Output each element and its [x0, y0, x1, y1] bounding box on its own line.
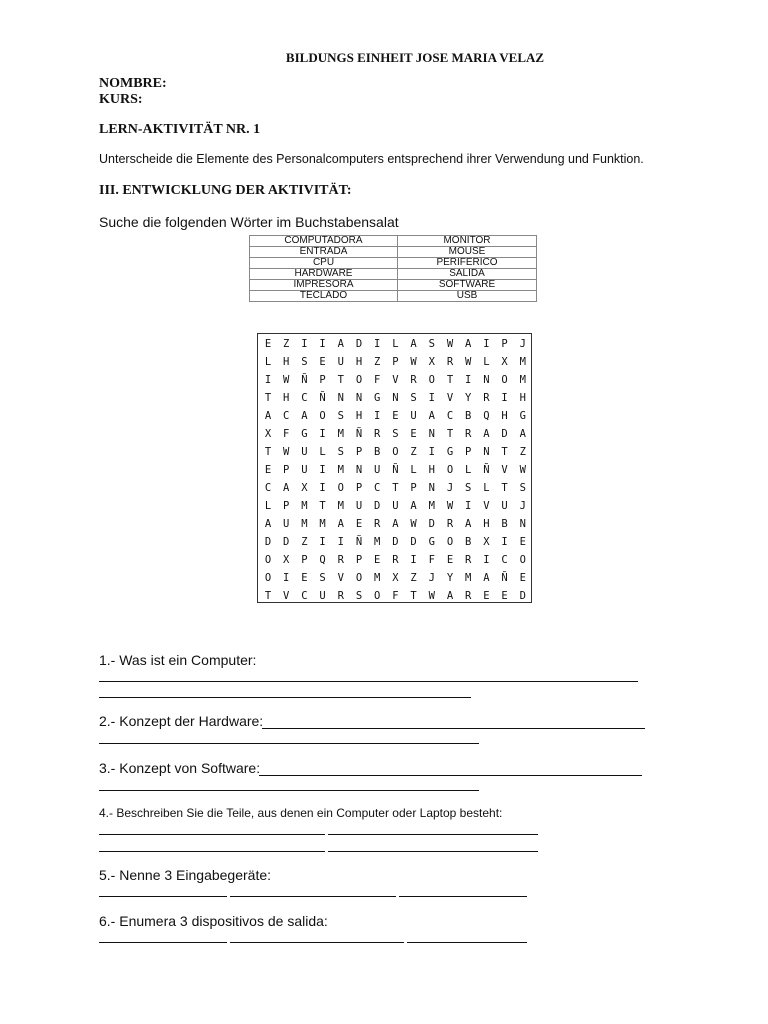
grid-letter: I	[319, 536, 326, 548]
grid-letter: I	[319, 428, 326, 440]
grid-letter: N	[337, 392, 344, 404]
grid-letter: A	[337, 338, 344, 350]
grid-letter: C	[301, 392, 308, 404]
question-5: 5.- Nenne 3 Eingabegeräte:	[99, 867, 272, 883]
grid-letter: I	[374, 338, 381, 350]
grid-row	[258, 515, 531, 533]
table-row	[250, 280, 537, 291]
grid-letter: I	[465, 374, 472, 386]
grid-row	[258, 569, 531, 587]
grid-letter: A	[446, 590, 454, 602]
grid-letter: E	[410, 428, 417, 440]
grid-letter: H	[519, 392, 526, 404]
grid-letter: D	[501, 428, 508, 440]
grid-letter: R	[410, 374, 417, 386]
grid-letter: Ñ	[392, 464, 399, 476]
grid-row	[258, 407, 531, 425]
grid-letter: P	[355, 446, 363, 458]
grid-row	[258, 443, 531, 461]
answer-line	[230, 896, 396, 897]
grid-letter: G	[428, 536, 435, 548]
grid-letter: L	[319, 446, 326, 458]
grid-letter: A	[410, 500, 417, 512]
grid-letter: S	[410, 392, 417, 404]
grid-letter: R	[337, 554, 344, 566]
grid-letter: A	[301, 410, 308, 422]
answer-line	[262, 728, 645, 729]
grid-row	[258, 461, 531, 479]
grid-letter: U	[410, 410, 417, 422]
grid-letter: U	[374, 464, 381, 476]
grid-letter: V	[337, 572, 344, 584]
grid-letter: P	[283, 500, 290, 512]
grid-letter: E	[301, 572, 308, 584]
grid-letter: H	[501, 410, 508, 422]
table-cell: MOUSE	[398, 247, 537, 258]
grid-letter: V	[392, 374, 399, 386]
grid-letter: V	[283, 590, 290, 602]
grid-letter: R	[446, 356, 454, 368]
grid-letter: A	[519, 428, 526, 440]
table-cell: HARDWARE	[250, 269, 398, 280]
grid-letter: Z	[283, 338, 290, 350]
grid-letter: Q	[483, 410, 490, 422]
grid-letter: O	[446, 536, 454, 548]
grid-letter: V	[446, 392, 454, 404]
document-title: BILDUNGS EINHEIT JOSE MARIA VELAZ	[285, 50, 545, 65]
answer-line	[99, 851, 325, 852]
answer-line	[99, 697, 471, 698]
grid-letter: D	[428, 518, 435, 530]
table-row	[250, 269, 537, 280]
grid-letter: N	[355, 464, 363, 476]
grid-letter: T	[264, 590, 272, 602]
grid-row	[258, 389, 531, 407]
grid-letter: S	[337, 446, 344, 458]
grid-letter: X	[301, 482, 308, 494]
grid-letter: Y	[465, 392, 472, 404]
table-cell: USB	[398, 291, 537, 302]
grid-letter: S	[337, 410, 344, 422]
grid-letter: R	[337, 590, 344, 602]
grid-letter: Z	[519, 446, 526, 458]
answer-line	[407, 942, 527, 943]
grid-letter: P	[501, 338, 508, 350]
grid-letter: A	[337, 518, 344, 530]
grid-letter: I	[483, 338, 490, 350]
grid-letter: F	[283, 428, 290, 440]
grid-letter: C	[446, 410, 454, 422]
grid-letter: M	[301, 500, 308, 512]
grid-letter: H	[428, 464, 435, 476]
grid-letter: N	[428, 482, 435, 494]
grid-letter: I	[319, 482, 326, 494]
grid-letter: E	[483, 590, 490, 602]
grid-letter: J	[519, 338, 526, 350]
grid-letter: N	[483, 374, 490, 386]
grid-letter: L	[264, 356, 272, 368]
grid-letter: X	[501, 356, 508, 368]
grid-letter: W	[410, 356, 417, 368]
grid-letter: I	[319, 464, 326, 476]
grid-letter: E	[264, 464, 272, 476]
grid-letter: E	[264, 338, 272, 350]
grid-letter: I	[264, 374, 272, 386]
grid-letter: J	[446, 482, 454, 494]
question-1: 1.- Was ist ein Computer:	[99, 652, 257, 668]
grid-letter: P	[465, 446, 472, 458]
grid-letter: O	[392, 446, 399, 458]
grid-letter: C	[301, 590, 308, 602]
grid-letter: M	[337, 464, 344, 476]
grid-letter: S	[519, 482, 526, 494]
activity-instruction: Unterscheide die Elemente des Personalcomputers entsprechend ihrer Verwendung und Funktion.	[99, 152, 644, 166]
table-cell: COMPUTADORA	[250, 236, 398, 247]
grid-letter: T	[410, 590, 417, 602]
grid-letter: C	[283, 410, 290, 422]
grid-letter: E	[374, 554, 381, 566]
grid-letter: C	[264, 482, 272, 494]
grid-letter: X	[428, 356, 435, 368]
grid-letter: D	[392, 536, 399, 548]
grid-letter: M	[319, 518, 326, 530]
grid-letter: E	[446, 554, 454, 566]
grid-letter: W	[428, 590, 435, 602]
grid-letter: U	[337, 356, 344, 368]
grid-letter: N	[355, 392, 363, 404]
grid-letter: D	[283, 536, 290, 548]
grid-row	[258, 335, 531, 353]
grid-letter: R	[465, 428, 472, 440]
grid-letter: Ñ	[483, 464, 490, 476]
grid-letter: U	[501, 500, 508, 512]
grid-letter: A	[410, 338, 417, 350]
grid-letter: N	[519, 518, 526, 530]
grid-letter: W	[446, 338, 454, 350]
grid-letter: C	[501, 554, 508, 566]
grid-letter: B	[465, 536, 472, 548]
grid-letter: O	[355, 374, 363, 386]
grid-letter: O	[319, 410, 326, 422]
section-title: III. ENTWICKLUNG DER AKTIVITÄT:	[99, 183, 352, 198]
grid-letter: M	[428, 500, 435, 512]
grid-letter: E	[501, 590, 508, 602]
grid-letter: N	[483, 446, 490, 458]
grid-letter: L	[410, 464, 417, 476]
grid-row	[258, 587, 531, 605]
grid-letter: W	[283, 446, 290, 458]
grid-letter: L	[392, 338, 399, 350]
grid-letter: O	[428, 374, 435, 386]
grid-letter: O	[501, 374, 508, 386]
grid-letter: X	[283, 554, 290, 566]
grid-letter: O	[264, 554, 272, 566]
grid-letter: A	[283, 482, 290, 494]
grid-letter: X	[483, 536, 490, 548]
grid-letter: M	[337, 500, 344, 512]
grid-letter: D	[410, 536, 417, 548]
grid-letter: D	[519, 590, 526, 602]
grid-letter: R	[392, 554, 399, 566]
grid-letter: H	[283, 392, 290, 404]
grid-letter: X	[392, 572, 399, 584]
grid-letter: Z	[374, 356, 381, 368]
grid-letter: Ñ	[319, 392, 326, 404]
grid-letter: S	[319, 572, 326, 584]
grid-letter: I	[283, 572, 290, 584]
question-6: 6.- Enumera 3 dispositivos de salida:	[99, 913, 328, 929]
grid-letter: D	[264, 536, 272, 548]
answer-line	[99, 790, 479, 791]
grid-row	[258, 353, 531, 371]
table-row	[250, 258, 537, 269]
grid-letter: A	[483, 572, 490, 584]
grid-letter: A	[428, 410, 435, 422]
grid-letter: W	[519, 464, 526, 476]
grid-letter: S	[301, 356, 308, 368]
grid-letter: R	[374, 518, 381, 530]
table-cell: ENTRADA	[250, 247, 398, 258]
grid-letter: G	[519, 410, 526, 422]
grid-letter: W	[283, 374, 290, 386]
answer-line	[399, 896, 527, 897]
grid-letter: H	[483, 518, 490, 530]
grid-letter: P	[392, 356, 399, 368]
grid-row	[258, 371, 531, 389]
grid-letter: E	[519, 536, 526, 548]
table-row	[250, 247, 537, 258]
grid-letter: W	[410, 518, 417, 530]
grid-letter: T	[264, 392, 272, 404]
answer-line	[259, 775, 642, 776]
grid-letter: S	[428, 338, 435, 350]
grid-letter: I	[501, 536, 508, 548]
grid-letter: E	[319, 356, 326, 368]
grid-letter: A	[392, 518, 399, 530]
grid-letter: O	[355, 572, 363, 584]
grid-letter: O	[374, 590, 381, 602]
table-cell: TECLADO	[250, 291, 398, 302]
grid-letter: Ñ	[501, 572, 508, 584]
grid-letter: L	[483, 482, 490, 494]
grid-letter: M	[519, 356, 526, 368]
grid-letter: B	[501, 518, 508, 530]
grid-letter: U	[392, 500, 399, 512]
grid-letter: P	[410, 482, 417, 494]
word-search-grid	[257, 333, 532, 603]
grid-letter: R	[483, 392, 490, 404]
grid-letter: P	[355, 554, 363, 566]
grid-letter: L	[465, 464, 472, 476]
grid-letter: T	[446, 374, 454, 386]
table-cell: MONITOR	[398, 236, 537, 247]
grid-letter: M	[519, 374, 526, 386]
grid-letter: I	[501, 392, 508, 404]
grid-letter: I	[483, 554, 490, 566]
grid-row	[258, 497, 531, 515]
grid-letter: S	[392, 428, 399, 440]
answer-line	[328, 851, 538, 852]
nombre-label: NOMBRE:	[99, 76, 167, 91]
grid-letter: G	[301, 428, 308, 440]
grid-letter: U	[319, 590, 326, 602]
grid-letter: L	[264, 500, 272, 512]
answer-line	[99, 834, 325, 835]
answer-line	[99, 681, 638, 682]
grid-letter: S	[355, 590, 363, 602]
search-instruction: Suche die folgenden Wörter im Buchstabensalat	[99, 214, 399, 230]
grid-letter: F	[374, 374, 381, 386]
table-cell: IMPRESORA	[250, 280, 398, 291]
kurs-label: KURS:	[99, 92, 143, 107]
grid-letter: A	[264, 410, 272, 422]
grid-letter: T	[501, 446, 508, 458]
grid-letter: R	[446, 518, 454, 530]
grid-letter: G	[446, 446, 454, 458]
word-list-table	[249, 235, 537, 302]
grid-letter: H	[355, 410, 363, 422]
grid-letter: A	[483, 428, 490, 440]
grid-row	[258, 479, 531, 497]
grid-letter: I	[319, 338, 326, 350]
grid-letter: P	[283, 464, 290, 476]
grid-letter: F	[428, 554, 435, 566]
grid-letter: T	[319, 500, 326, 512]
grid-letter: D	[374, 500, 381, 512]
grid-letter: Z	[410, 446, 417, 458]
grid-letter: O	[264, 572, 272, 584]
answer-line	[99, 942, 227, 943]
grid-letter: C	[374, 482, 381, 494]
grid-letter: M	[301, 518, 308, 530]
grid-letter: V	[483, 500, 490, 512]
grid-letter: Y	[446, 572, 454, 584]
grid-letter: M	[374, 572, 381, 584]
grid-letter: Z	[410, 572, 417, 584]
grid-letter: R	[374, 428, 381, 440]
grid-letter: V	[501, 464, 508, 476]
grid-letter: T	[264, 446, 272, 458]
grid-row	[258, 533, 531, 551]
grid-letter: N	[428, 428, 435, 440]
grid-letter: T	[501, 482, 508, 494]
grid-letter: I	[465, 500, 472, 512]
grid-letter: A	[465, 338, 472, 350]
grid-letter: T	[392, 482, 399, 494]
grid-letter: R	[465, 590, 472, 602]
grid-letter: O	[519, 554, 526, 566]
grid-letter: Ñ	[355, 428, 363, 440]
grid-letter: O	[446, 464, 454, 476]
grid-letter: P	[301, 554, 308, 566]
grid-letter: A	[264, 518, 272, 530]
grid-letter: T	[337, 374, 344, 386]
question-4: 4.- Beschreiben Sie die Teile, aus denen ein Computer oder Laptop besteht:	[99, 806, 503, 820]
grid-letter: I	[410, 554, 417, 566]
grid-letter: A	[465, 518, 472, 530]
grid-letter: J	[428, 572, 435, 584]
table-cell: CPU	[250, 258, 398, 269]
grid-letter: I	[301, 338, 308, 350]
grid-letter: W	[446, 500, 454, 512]
grid-letter: Ñ	[355, 536, 363, 548]
grid-letter: L	[483, 356, 490, 368]
grid-letter: Ñ	[301, 374, 308, 386]
question-2: 2.- Konzept der Hardware:	[99, 713, 264, 729]
grid-letter: U	[355, 500, 363, 512]
grid-letter: P	[319, 374, 326, 386]
grid-letter: G	[374, 392, 381, 404]
grid-letter: T	[446, 428, 454, 440]
grid-letter: H	[355, 356, 363, 368]
answer-line	[328, 834, 538, 835]
table-cell: SOFTWARE	[398, 280, 537, 291]
grid-row	[258, 551, 531, 569]
table-row	[250, 291, 537, 302]
table-cell: PERIFERICO	[398, 258, 537, 269]
grid-letter: S	[465, 482, 472, 494]
grid-letter: B	[374, 446, 381, 458]
activity-title: LERN-AKTIVITÄT NR. 1	[99, 122, 261, 137]
grid-letter: O	[337, 482, 344, 494]
grid-letter: R	[465, 554, 472, 566]
grid-letter: I	[428, 446, 435, 458]
grid-letter: U	[301, 464, 308, 476]
answer-line	[230, 942, 404, 943]
table-row	[250, 236, 537, 247]
grid-letter: J	[519, 500, 526, 512]
table-cell: SALIDA	[398, 269, 537, 280]
grid-letter: N	[392, 392, 399, 404]
grid-letter: F	[392, 590, 399, 602]
grid-letter: I	[428, 392, 435, 404]
grid-letter: W	[465, 356, 472, 368]
grid-letter: M	[374, 536, 381, 548]
answer-line	[99, 743, 479, 744]
grid-letter: Q	[319, 554, 326, 566]
answer-line	[99, 896, 227, 897]
grid-letter: M	[337, 428, 344, 440]
grid-letter: H	[283, 356, 290, 368]
grid-letter: X	[264, 428, 272, 440]
grid-letter: Z	[301, 536, 308, 548]
grid-letter: P	[355, 482, 363, 494]
grid-letter: U	[301, 446, 308, 458]
question-3: 3.- Konzept von Software:	[99, 760, 261, 776]
grid-letter: E	[355, 518, 363, 530]
grid-letter: M	[465, 572, 472, 584]
grid-letter: D	[355, 338, 363, 350]
grid-row	[258, 425, 531, 443]
grid-letter: I	[374, 410, 381, 422]
grid-letter: E	[519, 572, 526, 584]
grid-letter: E	[392, 410, 399, 422]
grid-letter: I	[337, 536, 344, 548]
grid-letter: U	[283, 518, 290, 530]
grid-letter: B	[465, 410, 472, 422]
